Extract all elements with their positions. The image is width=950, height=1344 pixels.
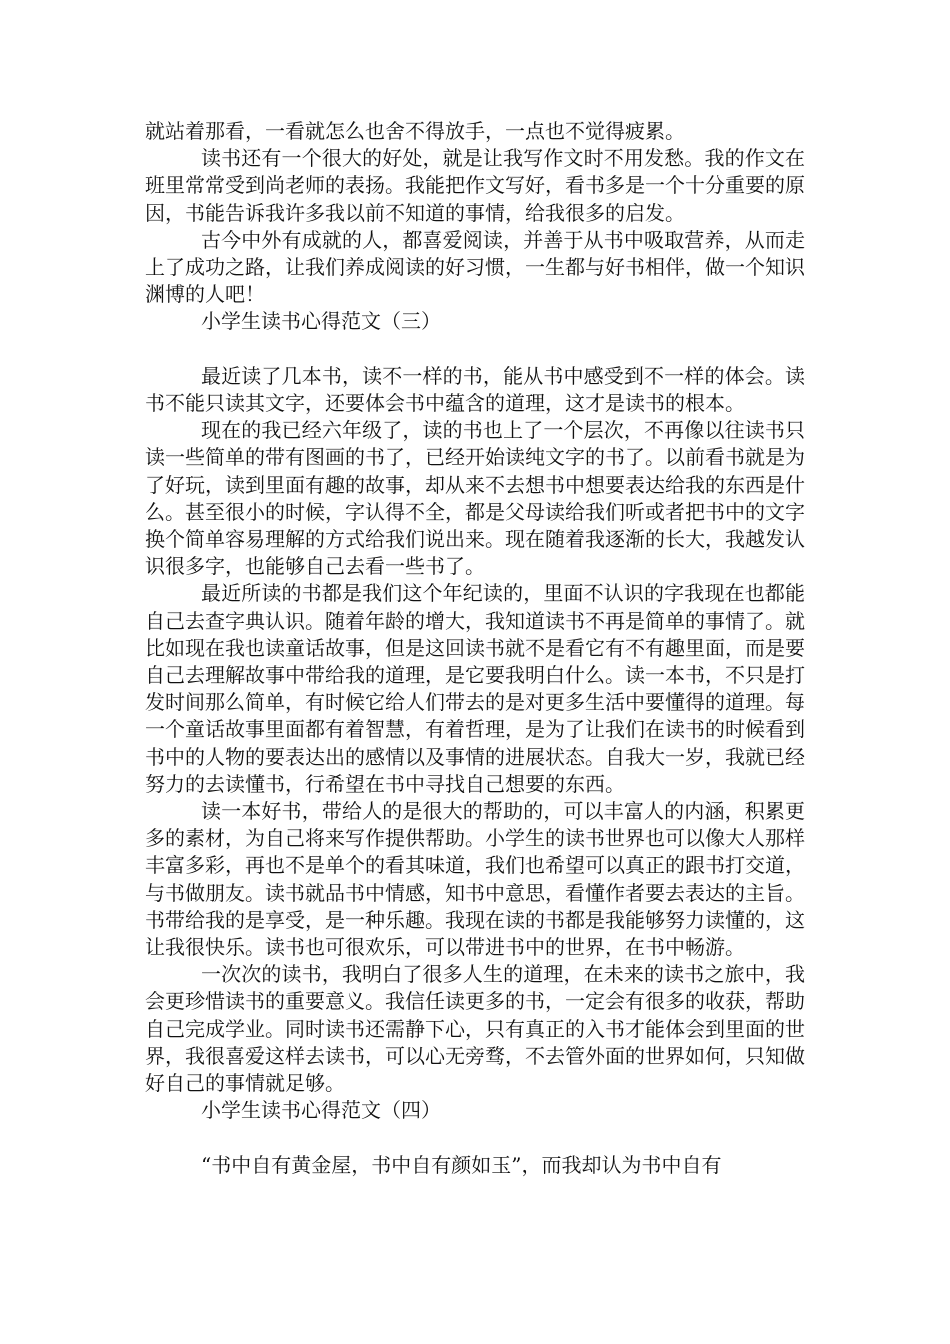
paragraph-3: 古今中外有成就的人，都喜爱阅读，并善于从书中吸取营养，从而走上了成功之路，让我们养成阅读的好习惯，一生都与好书相伴，做一个知识渊博的人吧！ <box>145 227 805 307</box>
paragraph-6: 最近所读的书都是我们这个年纪读的，里面不认识的字我现在也都能自己去查字典认识。随着年龄的增大，我知道读书不再是简单的事情了。就比如现在我也读童话故事，但是这回读书就不是看它有不有趣里面，而是要自己去理解故事中带给我的道理，是它要我明白什么。读一本书，不只是打发时间那么简单，有时候它给人们带去的是对更多生活中要懂得的道理。每一个童话故事里面都有着智慧，有着哲理，是为了让我们在读书的时候看到书中的人物的要表达出的感情以及事情的进展状态。自我大一岁，我就已经努力的去读懂书，行希望在书中寻找自己想要的东西。 <box>145 581 805 796</box>
document-page <box>145 118 805 1179</box>
paragraph-9: “书中自有黄金屋，书中自有颜如玉”，而我却认为书中自有 <box>201 1152 722 1177</box>
blank-line <box>145 1125 805 1152</box>
paragraph-2: 读书还有一个很大的好处，就是让我写作文时不用发愁。我的作文在班里常常受到尚老师的表扬。我能把作文写好，看书多是一个十分重要的原因，书能告诉我许多我以前不知道的事情，给我很多的启发。 <box>145 146 805 225</box>
paragraph-4: 最近读了几本书，读不一样的书，能从书中感受到不一样的体会。读书不能只读其文字，还要体会书中蕴含的道理，这才是读书的根本。 <box>145 363 805 416</box>
paragraph-1: 就站着那看，一看就怎么也舍不得放手，一点也不觉得疲累。 <box>145 119 685 143</box>
blank-line <box>145 336 805 363</box>
paragraph-5: 现在的我已经六年级了，读的书也上了一个层次，不再像以往读书只读一些简单的带有图画的书了，已经开始读纯文字的书了。以前看书就是为了好玩，读到里面有趣的故事，却从来不去想书中想要表达给我的东西是什么。甚至很小的时候，字认得不全，都是父母读给我们听或者把书中的文字换个简单容易理解的方式给我们说出来。现在随着我逐渐的长大，我越发认识很多字，也能够自己去看一些书了。 <box>145 418 805 579</box>
paragraph-8: 一次次的读书，我明白了很多人生的道理，在未来的读书之旅中，我会更珍惜读书的重要意义。我信任读更多的书，一定会有很多的收获，帮助自己完成学业。同时读书还需静下心，只有真正的入书才能体会到里面的世界，我很喜爱这样去读书，可以心无旁骛，不去管外面的世界如何，只知做好自己的事情就足够。 <box>145 962 805 1096</box>
section-heading-4: 小学生读书心得范文（四） <box>201 1098 441 1123</box>
section-heading-3: 小学生读书心得范文（三） <box>201 309 441 334</box>
paragraph-7: 读一本好书，带给人的是很大的帮助的，可以丰富人的内涵，积累更多的素材，为自己将来写作提供帮助。小学生的读书世界也可以像大人那样丰富多彩，再也不是单个的看其味道，我们也希望可以真正的跟书打交道，与书做朋友。读书就品书中情感，知书中意思，看懂作者要去表达的主旨。书带给我的是享受，是一种乐趣。我现在读的书都是我能够努力读懂的，这让我很快乐。读书也可很欢乐，可以带进书中的世界，在书中畅游。 <box>145 799 805 960</box>
